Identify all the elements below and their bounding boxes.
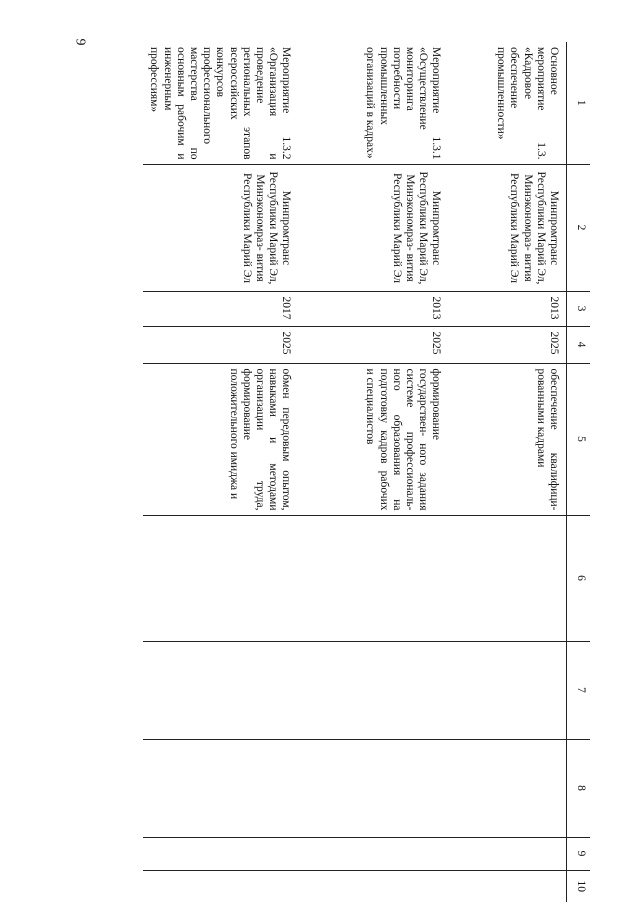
document-table-rotated [120, 42, 590, 902]
header-cell: 6 [567, 515, 591, 641]
empty-cell [299, 641, 449, 739]
table-row [299, 42, 449, 902]
empty-cell [299, 870, 449, 902]
empty-cell [449, 641, 567, 739]
header-cell: 1 [567, 42, 591, 164]
empty-cell [449, 837, 567, 870]
page-number: 9 [72, 38, 88, 46]
empty-cell [299, 515, 449, 641]
empty-cell [449, 515, 567, 641]
empty-cell [449, 870, 567, 902]
result-cell: обеспечение квалифици- рованными кадрами [449, 363, 567, 515]
empty-cell [143, 739, 298, 837]
empty-cell [449, 739, 567, 837]
header-cell: 10 [567, 870, 591, 902]
result-cell: обмен передовым опытом, навыками и методами организации труда, формирование положительного имиджа и [143, 363, 298, 515]
result-cell: формирование государствен- ного задания системе профессиональ- ного образования на подготовку кадров рабочих и специалистов [299, 363, 449, 515]
start-year-cell: 2013 [299, 291, 449, 326]
event-cell: Мероприятие 1.3.1 «Осуществление мониторинга потребности промышленных организаций в кадрах» [364, 47, 443, 160]
start-year-cell: 2013 [449, 291, 567, 326]
executor-cell: Минпромтранс Республики Марий Эл, Минэкономраз- вития Республики Марий Эл [299, 164, 449, 291]
empty-cell [299, 739, 449, 837]
empty-cell [143, 641, 298, 739]
event-cell: Мероприятие 1.3.2 «Организация и проведение региональных этапов всероссийских конкурсов профессионального мастерства по основным рабочим и инженерным профессиям» [148, 47, 293, 160]
header-cell: 5 [567, 363, 591, 515]
header-cell: 4 [567, 326, 591, 363]
table-row [449, 42, 567, 902]
end-year-cell: 2025 [143, 326, 298, 363]
header-cell: 9 [567, 837, 591, 870]
header-row [567, 42, 591, 902]
header-cell: 2 [567, 164, 591, 291]
empty-cell [143, 870, 298, 902]
header-cell: 8 [567, 739, 591, 837]
executor-cell: Минпромтранс Республики Марий Эл, Минэкономраз- вития Республики Марий Эл [449, 164, 567, 291]
executor-cell: Минпромтранс Республики Марий Эл, Минэкономраз- вития Республики Марий Эл [143, 164, 298, 291]
event-cell: Основное мероприятие 1.3. «Кадровое обеспечение промышленности» [495, 47, 560, 160]
header-cell: 7 [567, 641, 591, 739]
empty-cell [143, 837, 298, 870]
empty-cell [299, 837, 449, 870]
header-cell: 3 [567, 291, 591, 326]
end-year-cell: 2025 [299, 326, 449, 363]
end-year-cell: 2025 [449, 326, 567, 363]
table-row [143, 42, 298, 902]
start-year-cell: 2017 [143, 291, 298, 326]
empty-cell [143, 515, 298, 641]
measures-table [143, 42, 590, 902]
